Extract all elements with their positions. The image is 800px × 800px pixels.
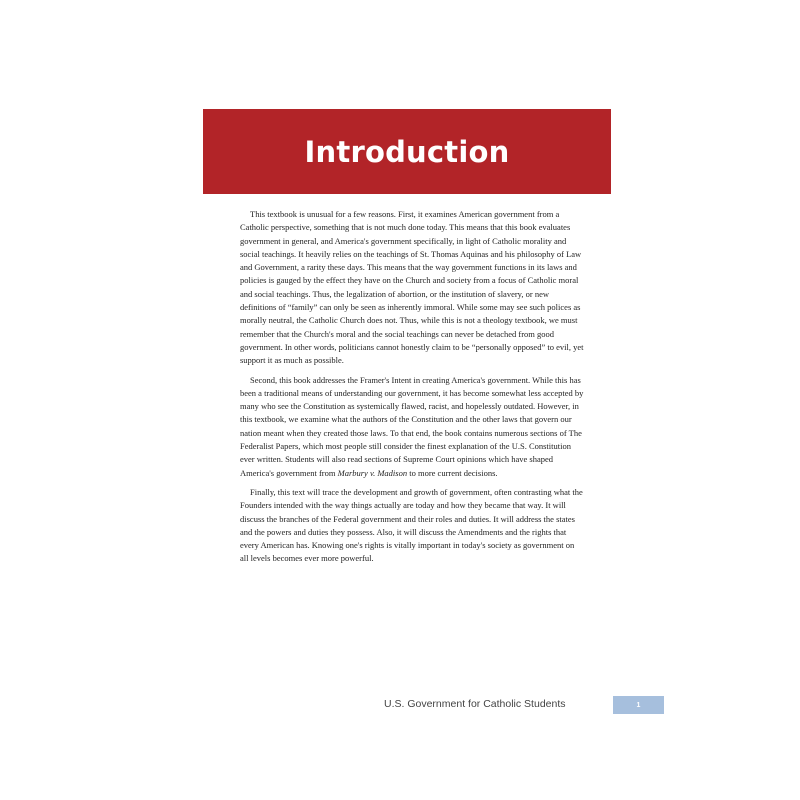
chapter-title: Introduction xyxy=(304,134,510,169)
page-number: 1 xyxy=(636,701,641,709)
body-text xyxy=(240,208,584,572)
case-name: Marbury v. Madison xyxy=(337,467,408,478)
paragraph-2-text-start: Second, this book addresses the Framer's Intent in creating America's government. While this has been a traditional means of understanding our government, it has become somewhat less accepted by many who see the Constitution as systemically flawed, racist, and hopelessly outdated. However, in this textbook, we examine what the authors of the Constitution and the other laws that govern our nation meant when they created those laws. To that end, the book contains numerous sections of The Federalist Papers, which most people still consider the finest explanation of the U.S. Constitution ever written. Students will also read sections of Supreme Court opinions which have shaped America's government from xyxy=(240,374,584,478)
page-number-badge xyxy=(613,696,664,714)
footer-book-title: U.S. Government for Catholic Students xyxy=(384,698,566,710)
paragraph-2-text-end: to more current decisions. xyxy=(407,467,498,478)
paragraph-1: This textbook is unusual for a few reasons. First, it examines American government from a Catholic perspective, something that is not much done today. This means that this book evaluates government in general, and America's government specifically, in light of Catholic morality and social teachings. It heavily relies on the teachings of St. Thomas Aquinas and his philosophy of Law and Government, a rarity these days. This means that the way government functions in its laws and policies is gauged by the effect they have on the Church and society from a focus of Catholic moral and social teachings. Thus, the legalization of abortion, or the institution of slavery, or new definitions of “family” can only be seen as inherently immoral. While some may see such polices as morally neutral, the Catholic Church does not. Thus, while this is not a theology textbook, we must remember that the Church's moral and the social teachings can never be detached from good government. In other words, politicians cannot honestly claim to be “personally opposed” to evil, yet support it as much as possible. xyxy=(240,209,584,366)
title-banner xyxy=(203,109,611,194)
paragraph-3: Finally, this text will trace the development and growth of government, often contrasting what the Founders intended with the way things actually are today and how they became that way. It will discuss the branches of the Federal government and their roles and duties. It will address the states and the powers and duties they possess. Also, it will discuss the Amendments and the rights that every American has. Knowing one's rights is vitally important in today's society as government on all levels becomes ever more powerful. xyxy=(240,486,583,564)
paragraph-2 xyxy=(240,374,584,480)
